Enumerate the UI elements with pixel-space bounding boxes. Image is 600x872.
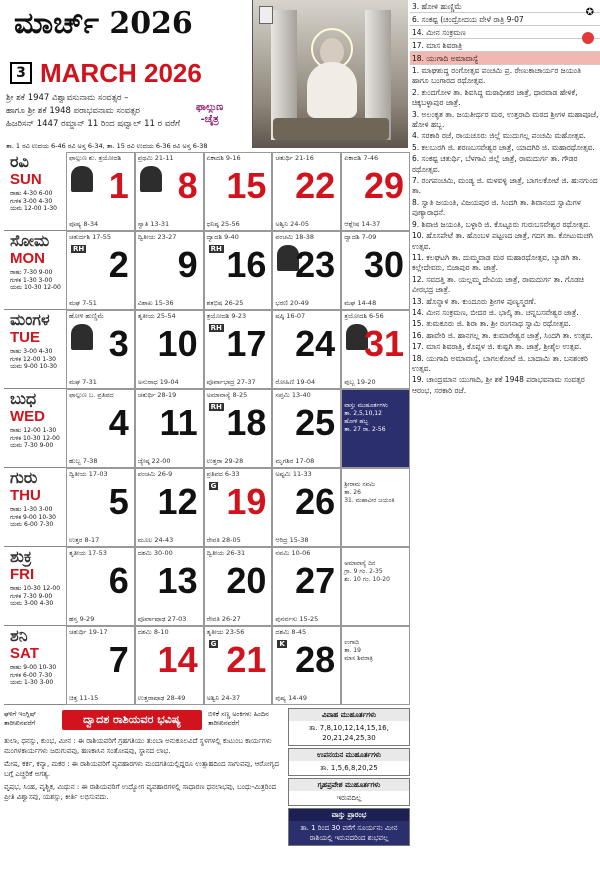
tithi-text: ದ್ವಿತೀಯ 17-03 — [69, 470, 108, 478]
horoscope-banner: ದ್ವಾದಶ ರಾಶಿಯವರ ಭವಿಷ್ಯ — [62, 710, 202, 730]
time-line: ರಾಹು 7-30 9-00 — [10, 269, 53, 276]
tithi-text: ತ್ರಯೋದಶಿ 9-23 — [206, 312, 247, 320]
tithi-text: ದ್ವಾದಶಿ 7-09 — [344, 233, 377, 241]
nakshatra-text: ಮಘ 7-51 — [69, 299, 97, 307]
muhurta-box — [288, 778, 410, 806]
red-dot-icon — [582, 32, 594, 44]
info-line: ತಾ. 19 — [344, 647, 361, 654]
date-cell[interactable] — [341, 231, 410, 310]
date-number: 7 — [108, 639, 129, 680]
vastu-title: ವಾಸ್ತು ಪ್ರಾರಂಭ — [289, 809, 409, 821]
date-cell[interactable] — [135, 626, 204, 705]
info-line: 31. ಮಹಾವೀರ ಜಯಂತಿ — [344, 497, 395, 504]
nakshatra-text: ಪೂಷ್ಯ 8-34 — [69, 220, 99, 228]
date-cell[interactable] — [272, 626, 341, 705]
date-cell[interactable] — [135, 389, 204, 468]
time-line: ಯಮ 9-00 10-30 — [10, 363, 57, 370]
holiday-badge: RH — [210, 324, 222, 332]
info-line: ಅಮಾವಾಸ್ಯೆ ದಿನ — [344, 560, 376, 567]
weekday-kannada: ಮಂಗಳ — [10, 310, 50, 329]
festival-note: 12. ಸವದತ್ತಿ ತಾ. ಯಲ್ಲಮ್ಮ ದೇವಿಯ ಜಾತ್ರೆ, ರಾಮದುರ್ಗ ತಾ. ಗೊಡಚಿ ವೀರಭದ್ರ ಜಾತ್ರೆ. — [412, 274, 584, 295]
date-number: 9 — [177, 244, 198, 285]
nakshatra-text: ಮೃಗಶಿರ 17-08 — [275, 457, 315, 465]
holiday-badge: K — [279, 640, 285, 648]
nakshatra-text: ಶತಭಿಷ 26-25 — [206, 299, 244, 307]
nakshatra-text: ಅಶ್ವಿನಿ 24-05 — [275, 220, 309, 228]
holiday-badge: RH — [73, 245, 85, 253]
date-number: 15 — [226, 165, 267, 206]
calendar-grid — [4, 152, 410, 707]
weekday-english: FRI — [10, 566, 35, 583]
date-number: 16 — [226, 244, 267, 285]
tithi-text: ಚತುರ್ಥಿ 21-16 — [275, 154, 314, 162]
tithi-text: ನವಮಿ 10-06 — [275, 549, 311, 557]
nakshatra-text: ಮಘ 14-48 — [344, 299, 377, 307]
info-cell — [341, 389, 410, 468]
time-line: ಗುಳಿಕ 3-00 4-30 — [10, 197, 53, 205]
festival-note: 7. ರಂಗಪಂಚಮಿ, ಮಂಡ್ಯ ಜಿ. ಮಳವಳ್ಳಿ ಜಾತ್ರೆ, ಬಾಗಲಕೋಟೆ ಜಿ. ಹುನಗುಂದ ತಾ. — [412, 176, 598, 196]
muhurta-body: ತಾ. 1,5,6,8,20,25 — [320, 764, 378, 772]
nakshatra-text: ಉತ್ತರಾಷಾಢ 28-49 — [137, 694, 186, 702]
date-cell[interactable] — [204, 152, 273, 231]
tithi-text: ಏಕಾದಶಿ 9-16 — [206, 154, 241, 162]
date-cell[interactable] — [66, 310, 135, 389]
time-line: ಗುಳಿಕ 7-30 9-00 — [10, 592, 53, 600]
time-line: ಯಮ 6-00 7-30 — [10, 521, 54, 528]
muhurta-title: ಉಪನಯನ ಮುಹೂರ್ತಗಳು — [289, 749, 409, 761]
date-number: 28 — [295, 639, 336, 680]
muhurta-title: ಗೃಹಪ್ರವೇಶ ಮುಹೂರ್ತಗಳು — [289, 779, 409, 791]
date-number: 8 — [177, 165, 198, 206]
saint-body — [307, 62, 357, 118]
info-cell — [341, 626, 410, 705]
tithi-text: ಫಾಲ್ಗುಣ ಬ. ಪ್ರತಿಪದ — [69, 391, 114, 399]
info-text — [344, 639, 406, 663]
weekday-english: WED — [10, 408, 45, 425]
nakshatra-text: ಜ್ಯೇಷ್ಠ 22-00 — [137, 457, 171, 465]
weekday-english: TUE — [10, 329, 40, 346]
date-cell[interactable] — [66, 389, 135, 468]
rashi-paragraph: ವೃಷಭ, ಸಿಂಹ, ವೃಶ್ಚಿಕ, ಮಿಥುನ : ಈ ರಾಶಿಯವರಿಗೆ ಉದ್ಯೋಗ ವ್ಯವಹಾರಗಳಲ್ಲಿ ಸಾಧಾರಣ ಧನಲಾಭವು, ಬಂಧು-ಮಿತ್ರರಿಂದ ಪ್ರೀತಿ ವಿಶ್ವಾಸವು, ಯಶಸ್ಸು, ಕೀರ್ತಿ ಲಭಿಸುವದು. — [4, 782, 277, 802]
date-number: 4 — [108, 402, 129, 443]
weekday-kannada: ಬುಧ — [10, 389, 37, 408]
note-left: ಘಳಿಗೆ ಇಂಗ್ಲಿಷ್ ತಾರೀಖಿನವರೆಗೆ — [4, 710, 37, 727]
date-cell[interactable] — [204, 468, 273, 547]
date-cell[interactable] — [204, 547, 273, 626]
time-line: ರಾಹು 10-30 12-00 — [10, 585, 61, 592]
weekday-kannada: ಶನಿ — [10, 626, 28, 645]
nakshatra-text: ಹುಬ್ಬ 7-38 — [69, 457, 98, 465]
note-right: ಬಿಳಿಕೆ ಸಣ್ಣ ಅಂಕಿಗಳು ಹಿಂದಿನ ತಾರೀಖಿನವರೆಗೆ — [208, 710, 269, 727]
rashi-paragraph: ಮೇಷ, ಕರ್ಕ, ಕನ್ಯಾ, ಮಕರ : ಈ ರಾಶಿಯವರಿಗೆ ವ್ಯವಹಾರಗಳು ಮಂದಗತಿಯಲ್ಲಿದ್ದರೂ ಉತ್ಸಾಹದಿಂದ ಸಾಗುವವು, ಆರೋಗ್ಯದ ಬಗ್ಗೆ ಎಚ್ಚರಿಕೆ ಅಗತ್ಯ. — [4, 759, 279, 779]
summary-item: 3. ಹೋಳಿ ಹುಣ್ಣಿಮೆ — [410, 0, 600, 13]
holiday-badge: G — [210, 640, 217, 648]
tithi-text: ದಶಮಿ 30-00 — [137, 549, 173, 557]
summary-item: 17. ಮಾಸ ಶಿವರಾತ್ರಿ — [410, 39, 600, 52]
rashi-text — [4, 736, 284, 804]
falguna-label: ಫಾಲ್ಗುಣ — [196, 102, 224, 113]
weekday-english: SAT — [10, 645, 39, 662]
nakshatra-text: ರೇವತಿ 28-05 — [206, 536, 241, 544]
time-line: ಯಮ 7-30 9-00 — [10, 442, 54, 449]
nakshatra-text: ಪುನರ್ವಸು 15-25 — [275, 615, 319, 623]
festival-note: 6. ಸಂಕಷ್ಟ ಚತುರ್ಥಿ, ಬೆಳಗಾವಿ ಜಿಲ್ಲೆ ಜಾತ್ರೆ, ರಾಮದುರ್ಗ ತಾ. ಗೌಡರ ರಥೋತ್ಸವ. — [412, 154, 578, 174]
info-line: ಶು. 10 ಗಂ. 10-20 — [344, 576, 390, 583]
time-line: ಗುಳಿಕ 1-30 3-00 — [10, 276, 53, 284]
festival-note: 17. ಮಾಸ ಶಿವರಾತ್ರಿ, ಕೊಪ್ಪಳ ಜಿ. ಕುಷ್ಟಗಿ ತಾ. ಜಾತ್ರೆ, ಶ್ರೀಶೈಲ ಉತ್ಸವ. — [412, 342, 582, 352]
festival-note: 5. ಕಲಬುರಗಿ ಜಿ. ಶರಣಬಸವೇಶ್ವರ ಜಾತ್ರೆ, ಯಾದಗಿರಿ ಜಿ. ಮಹಾರಥೋತ್ಸವ. — [412, 142, 595, 152]
tithi-text: ಪಂಚಮಿ 26-9 — [137, 470, 173, 478]
date-number: 19 — [226, 481, 267, 522]
rashi-paragraph: ತುಲಾ, ಧನಸ್ಸು, ಕುಂಭ, ಮೀನ : ಈ ರಾಶಿಯವರಿಗೆ ಗ್ರಹಗತಿಯು ತುಂಬಾ ಅನುಕೂಲವಿದೆ ಸ್ಥಳಗಳಲ್ಲಿ ಕುಟುಂಬ ಕಾರ್ಯಗಳು ಮಂಗಳಕಾರ್ಯಗಳು ಜರುಗುವವು, ಹಣಕಾಸಿನ ಸಂತೋಷವು, ಸ್ಥಾನದ ಲಾಭ. — [4, 737, 272, 756]
nakshatra-text: ಚಿತ್ತ 11-15 — [69, 694, 99, 702]
tithi-text: ತೃತೀಯ 17-53 — [69, 549, 107, 557]
holiday-badge: G — [210, 482, 217, 490]
date-cell[interactable] — [204, 389, 273, 468]
festival-note: 3. ಅಲಂಕೃತ ತಾ. ಜಯತೀರ್ಥರ ಮಠ, ಉತ್ತರಾದಿ ಮಠದ ಶ್ರೀಗಳ ಮಹಾಪೂಜೆ, ಹೋಳಿ ಹಬ್ಬ. — [412, 109, 599, 130]
weekday-kannada: ಗುರು — [10, 468, 38, 487]
nakshatra-text: ಪೂರ್ವಾಷಾಢ 27-03 — [137, 615, 187, 623]
info-line: ವಾಸ್ತು ಮುಹೂರ್ತಗಳು — [344, 402, 388, 409]
tithi-text: ಪ್ರಥಮಿ 21-11 — [137, 154, 174, 162]
date-cell[interactable] — [204, 626, 273, 705]
era-line: ಶ್ರೀ ಶಕೆ 1947 ವಿಶ್ವಾವಸುನಾಮ ಸಂವತ್ಸರ – — [6, 93, 129, 103]
rahu-kala-times — [10, 585, 66, 608]
date-number: 27 — [295, 560, 336, 601]
info-line: ಮಾಸ ಶಿವರಾತ್ರಿ — [344, 655, 373, 662]
bottom-section — [4, 708, 410, 872]
muhurta-title: ವಿವಾಹ ಮುಹೂರ್ತಗಳು — [289, 709, 409, 721]
info-text — [344, 402, 406, 434]
date-number: 31 — [363, 323, 404, 364]
tithi-text: ಚತುರ್ಥಿ 28-19 — [137, 391, 177, 399]
tithi-text: ದ್ವಿತೀಯ 26-31 — [206, 549, 246, 557]
festival-note: 9. ಶಿವಾಜಿ ಜಯಂತಿ, ಬಳ್ಳಾರಿ ಜಿ. ಕೊಟ್ಟೂರು ಗುರುಬಸವೇಶ್ವರ ರಥೋತ್ಸವ. — [412, 219, 591, 229]
weekday-kannada: ಸೋಮ — [10, 231, 50, 250]
date-number: 3 — [108, 323, 129, 364]
date-number: 13 — [157, 560, 198, 601]
weekday-english: THU — [10, 487, 41, 504]
date-number: 25 — [295, 402, 336, 443]
horoscope-panel — [4, 708, 284, 872]
wheel-icon: ✪ — [585, 7, 594, 18]
festival-note: 14. ಮೀನ ಸಂಕ್ರಮಣ, ಬೀದರ ಜಿ. ಭಾಲ್ಕಿ ತಾ. ಚನ್ನಬಸವೇಶ್ವರ ಜಾತ್ರೆ. — [412, 307, 579, 317]
rahu-kala-times — [10, 427, 66, 450]
date-cell[interactable] — [272, 468, 341, 547]
weekday-header — [4, 310, 66, 389]
time-line: ಯಮ 12-00 1-30 — [10, 205, 57, 212]
time-line: ರಾಹು 12-00 1-30 — [10, 427, 57, 434]
date-number: 24 — [295, 323, 336, 364]
date-cell[interactable] — [66, 626, 135, 705]
nakshatra-text: ಸ್ವಾತಿ 13-31 — [137, 220, 170, 228]
date-number: 2 — [108, 244, 129, 285]
date-cell[interactable] — [66, 547, 135, 626]
time-line: ರಾಹು 4-30 6-00 — [10, 190, 53, 197]
horoscope-header — [4, 708, 284, 732]
festival-note: 1. ಮಾಘಶುದ್ಧ ರಂಗೋತ್ಸವ ಪಂಚಮಿ ಪ್ರ. ರೇಣುಕಾಚಾರ್ಯರ ಜಯಂತಿ ಹಾಗೂ ಬಂಗಾರದ ರಥೋತ್ಸವ. — [412, 66, 582, 86]
nakshatra-text: ಹಸ್ತ 9-29 — [69, 615, 95, 623]
rahu-kala-times — [10, 506, 66, 529]
festival-note: 8. ಸ್ವಾತಿ ಜಯಂತಿ, ವಿಜಯಪುರ ಜಿ. ಸಿಂದಗಿ ತಾ. ಶಿವಾನಂದ ಸ್ವಾಮಿಗಳ ಪುಣ್ಯಾರಾಧನೆ. — [412, 197, 581, 218]
holiday-badge: RH — [210, 403, 222, 411]
date-cell[interactable] — [135, 547, 204, 626]
weekday-english: MON — [10, 250, 45, 267]
nakshatra-text: ಮಘ 7-31 — [69, 378, 97, 386]
date-cell[interactable] — [341, 152, 410, 231]
date-cell[interactable] — [135, 468, 204, 547]
weekday-kannada: ಶುಕ್ರ — [10, 547, 32, 566]
muhurta-box — [288, 708, 410, 746]
muhurta-panel — [288, 708, 410, 872]
tithi-text: ಚತುರ್ಥಿ 19-17 — [69, 628, 108, 636]
chaitra-label: -ಚೈತ್ರ — [200, 114, 219, 125]
tithi-text: ಅಷ್ಟಮಿ 11-33 — [275, 470, 312, 478]
tithi-text: ಷಷ್ಠಿ 16-07 — [275, 312, 306, 320]
tithi-text: ಏಕಾದಶಿ 7-46 — [344, 154, 379, 162]
info-line: ತಾ. 27 ರಾ. 2-56 — [344, 426, 386, 433]
date-number: 26 — [295, 481, 336, 522]
tithi-text: ಪ್ರತಿಪದ 6-33 — [206, 470, 240, 478]
time-line: ರಾಹು 1-30 3-00 — [10, 506, 53, 513]
nakshatra-text: ಮೂಲ 24-43 — [137, 536, 174, 544]
rahu-kala-times — [10, 269, 66, 292]
weekday-header — [4, 468, 66, 547]
sunrise-info: ತಾ. 1 ರವಿ ಉದಯ 6-46 ರವಿ ಅಸ್ತ 6-34, ತಾ. 15 ರವಿ ಉದಯ 6-36 ರವಿ ಅಸ್ತ 6-38 — [6, 142, 208, 150]
time-line: ಯಮ 3-00 4-30 — [10, 600, 54, 607]
vastu-body: ತಾ. 1 ರಿಂದ 30 ವರೆಗೆ ಸೂರ್ಯನು ಮೀನ ರಾಶಿಯಲ್ಲಿ ಇರುವದರಿಂದ ಶುಭವಲ್ಲ — [300, 824, 398, 842]
vastu-box — [288, 808, 410, 846]
festival-note: 18. ಯುಗಾದಿ ಅಮಾವಾಸ್ಯೆ, ಬಾಗಲಕೋಟೆ ಜಿ. ಬಾದಾಮಿ ತಾ. ಬನಶಂಕರಿ ಉತ್ಸವ. — [412, 353, 588, 373]
lunar-months — [196, 102, 223, 126]
weekday-kannada: ರವಿ — [10, 152, 29, 171]
date-number: 23 — [295, 244, 336, 285]
nakshatra-text: ಆಶ್ಲೇಷ 14-37 — [344, 220, 381, 228]
info-line: ಗ್ರಾ. 9 ಗಂ. 2-35 — [344, 568, 383, 575]
info-text — [344, 481, 406, 505]
festival-note: 19. ಚಾಂದ್ರಮಾನ ಯುಗಾದಿ, ಶ್ರೀ ಶಕೆ 1948 ಪರಾಭವನಾಮ ಸಂವತ್ಸರ ಆರಂಭ, ಸರಕಾರಿ ರಜೆ. — [412, 375, 585, 395]
month-title-kannada: ಮಾರ್ಚ್ 2026 — [14, 6, 193, 41]
era-line: ಹಿಜರಿಸನ್ 1447 ರಮ್ಜಾನ್ 11 ರಿಂದ ಷವ್ವಾಲ್ 11 ರ ವರೆಗೆ — [6, 119, 181, 129]
date-number: 18 — [226, 402, 267, 443]
nakshatra-text: ಪುಬ್ಬ 19-20 — [344, 378, 376, 386]
nakshatra-text: ಧನಿಷ್ಠ 25-56 — [206, 220, 240, 228]
summary-item: 14. ಮೀನ ಸಂಕ್ರಮಣ — [410, 26, 600, 39]
nakshatra-text: ಆರಿದ್ರ 15-38 — [275, 536, 309, 544]
summary-item: 6. ಸಂಕಷ್ಟ (ಚಂದ್ರೋದಯ ವೇಳೆ ರಾತ್ರಿ 9-07 — [410, 13, 600, 26]
time-line: ಯಮ 1-30 3-00 — [10, 679, 54, 686]
tithi-text: ದಶಮಿ 8-10 — [137, 628, 169, 636]
nakshatra-text: ಅನುರಾಧ 19-04 — [137, 378, 179, 386]
festival-note: 11. ಕಲಘಟಗಿ ತಾ. ದುಮ್ಮವಾಡ ಮಠ ಮಹಾರಥೋತ್ಸವ, ಬ್ಯಾಡಗಿ ತಾ. ಕಲ್ಲೇದೇವರು, ಬಿಜಾಪುರ ತಾ. ಜಾತ್ರೆ. — [412, 252, 581, 273]
date-number: 20 — [226, 560, 267, 601]
festival-note: 13. ಹೊನ್ನಾಳಿ ತಾ. ಕುಂದೂರು ಶ್ರೀಗಳ ಪುಣ್ಯಸ್ಮರಣೆ. — [412, 296, 537, 306]
date-number: 6 — [108, 560, 129, 601]
nakshatra-text: ಪೂರ್ವಾಭಾದ್ರ 27-37 — [206, 378, 256, 386]
date-number: 29 — [363, 165, 404, 206]
tithi-text: ದಶಮಿ 8-45 — [275, 628, 307, 636]
info-cell — [341, 468, 410, 547]
muhurta-box — [288, 748, 410, 776]
date-cell[interactable] — [272, 310, 341, 389]
date-number: 11 — [159, 402, 198, 443]
time-line: ಗುಳಿಕ 6-00 7-30 — [10, 671, 53, 679]
nakshatra-text: ಉತ್ತರಾ 29-28 — [206, 457, 244, 465]
weekday-header — [4, 152, 66, 231]
date-cell[interactable] — [341, 310, 410, 389]
time-line: ಗುಳಿಕ 10-30 12-00 — [10, 434, 60, 442]
tithi-text: ಚತುರ್ದಶಿ 17-55 — [69, 233, 112, 241]
tithi-text: ತೃತೀಯ 23-56 — [206, 628, 245, 636]
tithi-text: ಅಮಾವಾಸ್ಯೆ 8-25 — [206, 391, 248, 399]
date-cell[interactable] — [66, 231, 135, 310]
deity-icon — [71, 324, 93, 350]
nakshatra-text: ಅಶ್ವಿನಿ 24-37 — [206, 694, 241, 702]
date-cell[interactable] — [204, 310, 273, 389]
date-cell[interactable] — [272, 547, 341, 626]
muhurta-body: ತಾ. 7,8,10,12,14,15,16, 20,21,24,25,30 — [309, 724, 389, 742]
nakshatra-text: ಉತ್ತರ 8-17 — [69, 536, 100, 544]
date-cell[interactable] — [272, 231, 341, 310]
rahu-kala-times — [10, 190, 66, 213]
weekday-header — [4, 231, 66, 310]
date-cell[interactable] — [272, 389, 341, 468]
weekday-header — [4, 389, 66, 468]
time-line: ಗುಳಿಕ 12-00 1-30 — [10, 355, 56, 363]
weekday-header — [4, 626, 66, 705]
info-line: ಉಗಾದಿ — [344, 639, 359, 646]
festival-note: 10. ಹೊಸಪೇಟೆ ತಾ. ಹೊಂಬಳ ಪಟ್ಟಣದ ಜಾತ್ರೆ, ಗದಗ ತಾ. ಕೋಟುಮಚಗಿ ಉತ್ಸವ. — [412, 231, 593, 251]
date-number: 12 — [157, 481, 198, 522]
info-text — [344, 560, 406, 584]
weekday-header — [4, 547, 66, 626]
saint-picture — [252, 0, 408, 148]
weekday-english: SUN — [10, 171, 42, 188]
date-number: 14 — [157, 639, 198, 680]
tithi-text: ತ್ರಯೋದಶಿ 6-56 — [344, 312, 384, 320]
time-line: ಯಮ 10-30 12-00 — [10, 284, 61, 291]
time-line: ರಾಹು 3-00 4-30 — [10, 348, 53, 355]
festival-note: 15. ತುಮಕೂರು ಜಿ. ಶಿರಾ ತಾ. ಶ್ರೀ ರಂಗನಾಥ ಸ್ವಾಮಿ ರಥೋತ್ಸವ. — [412, 319, 571, 329]
date-number: 5 — [108, 481, 129, 522]
tithi-text: ಪಂಚಮಿ 18-38 — [275, 233, 315, 241]
festival-note: 4. ಸರಕಾರಿ ರಜೆ, ರಾಯಚೂರು ಜಿಲ್ಲೆ ಮುದುಗಲ್ಲ ಪಂಚಮಿ ಮಹೋತ್ಸವ. — [412, 131, 586, 141]
muhurta-body: ಇರುವದಿಲ್ಲ — [336, 794, 362, 802]
festival-note: 16. ಹಾವೇರಿ ಜಿ. ಹಾನಗಲ್ಲ ತಾ. ಕುಮಾರೇಶ್ವರ ಜಾತ್ರೆ, ಸಿಂದಗಿ ತಾ. ಉತ್ಸವ. — [412, 330, 593, 340]
month-title-english: MARCH 2026 — [40, 58, 202, 88]
festival-notes — [410, 66, 600, 872]
nakshatra-text: ಭರಣಿ 20-49 — [275, 299, 309, 307]
rahu-kala-times — [10, 348, 66, 371]
era-line: ಹಾಗೂ ಶ್ರೀ ಶಕೆ 1948 ಪರಾಭವನಾಮ ಸಂವತ್ಸರ — [6, 106, 140, 116]
time-line: ಗುಳಿಕ 9-00 10-30 — [10, 513, 56, 521]
date-number: 30 — [363, 244, 404, 285]
date-number: 1 — [108, 165, 129, 206]
pedestal-shape — [273, 118, 389, 140]
tithi-text: ತೃತೀಯ 25-54 — [137, 312, 176, 320]
date-number: 10 — [157, 323, 198, 364]
deity-icon — [140, 166, 162, 192]
date-cell[interactable] — [135, 231, 204, 310]
info-line: ತಾ. 26 — [344, 489, 361, 496]
date-cell[interactable] — [204, 231, 273, 310]
festival-note: 2. ಕುಂದಗೋಳ ತಾ. ಶಿವಸಿದ್ಧ ಮಠಾಧೀಶರ ಜಾತ್ರೆ, ಧಾರವಾಡ ಹೇಳಿಕೆ, ಚಿಕ್ಕಬಳ್ಳಾಪುರ ಜಾತ್ರೆ. — [412, 87, 578, 108]
deity-icon — [71, 166, 93, 192]
tithi-text: ದ್ವಿತೀಯ 23-27 — [137, 233, 177, 241]
date-number: 22 — [295, 165, 336, 206]
date-cell[interactable] — [66, 468, 135, 547]
info-line: ತಾ. 2,5,10,12 — [344, 410, 382, 417]
month-number: 3 — [10, 62, 32, 84]
info-cell — [341, 547, 410, 626]
flag-icon — [259, 6, 273, 24]
date-number: 17 — [226, 323, 267, 364]
tithi-text: ಸಪ್ತಮಿ 13-40 — [275, 391, 311, 399]
info-line: ಶ್ರೀರಾಮ ನವಮಿ — [344, 481, 376, 488]
time-line: ರಾಹು 9-00 10-30 — [10, 664, 57, 671]
nakshatra-text: ಪುಷ್ಯ 14-49 — [275, 694, 307, 702]
date-number: 21 — [226, 639, 267, 680]
summary-item: 18. ಯುಗಾದಿ ಅಮಾವಾಸ್ಯೆ — [410, 52, 600, 65]
festival-summary-list — [410, 0, 600, 66]
tithi-text: ಹೋಳಿ ಹುಣ್ಣಿಮೆ — [69, 312, 104, 320]
date-cell[interactable] — [135, 310, 204, 389]
nakshatra-text: ರೋಹಿಣಿ 19-04 — [275, 378, 316, 386]
nakshatra-text: ವಿಶಾಖ 15-36 — [137, 299, 174, 307]
date-cell[interactable] — [272, 152, 341, 231]
holiday-badge: RH — [210, 245, 222, 253]
date-cell[interactable] — [135, 152, 204, 231]
date-cell[interactable] — [66, 152, 135, 231]
nakshatra-text: ರೇವತಿ 26-27 — [206, 615, 241, 623]
tithi-text: ದ್ವಾದಶಿ 9-40 — [206, 233, 239, 241]
tithi-text: ಫಾಲ್ಗುಣ ಶು. ತ್ರಯೋದಶಿ — [69, 154, 122, 162]
info-line: ಹೋಳಿ ಹಬ್ಬ — [344, 418, 369, 425]
rahu-kala-times — [10, 664, 66, 687]
